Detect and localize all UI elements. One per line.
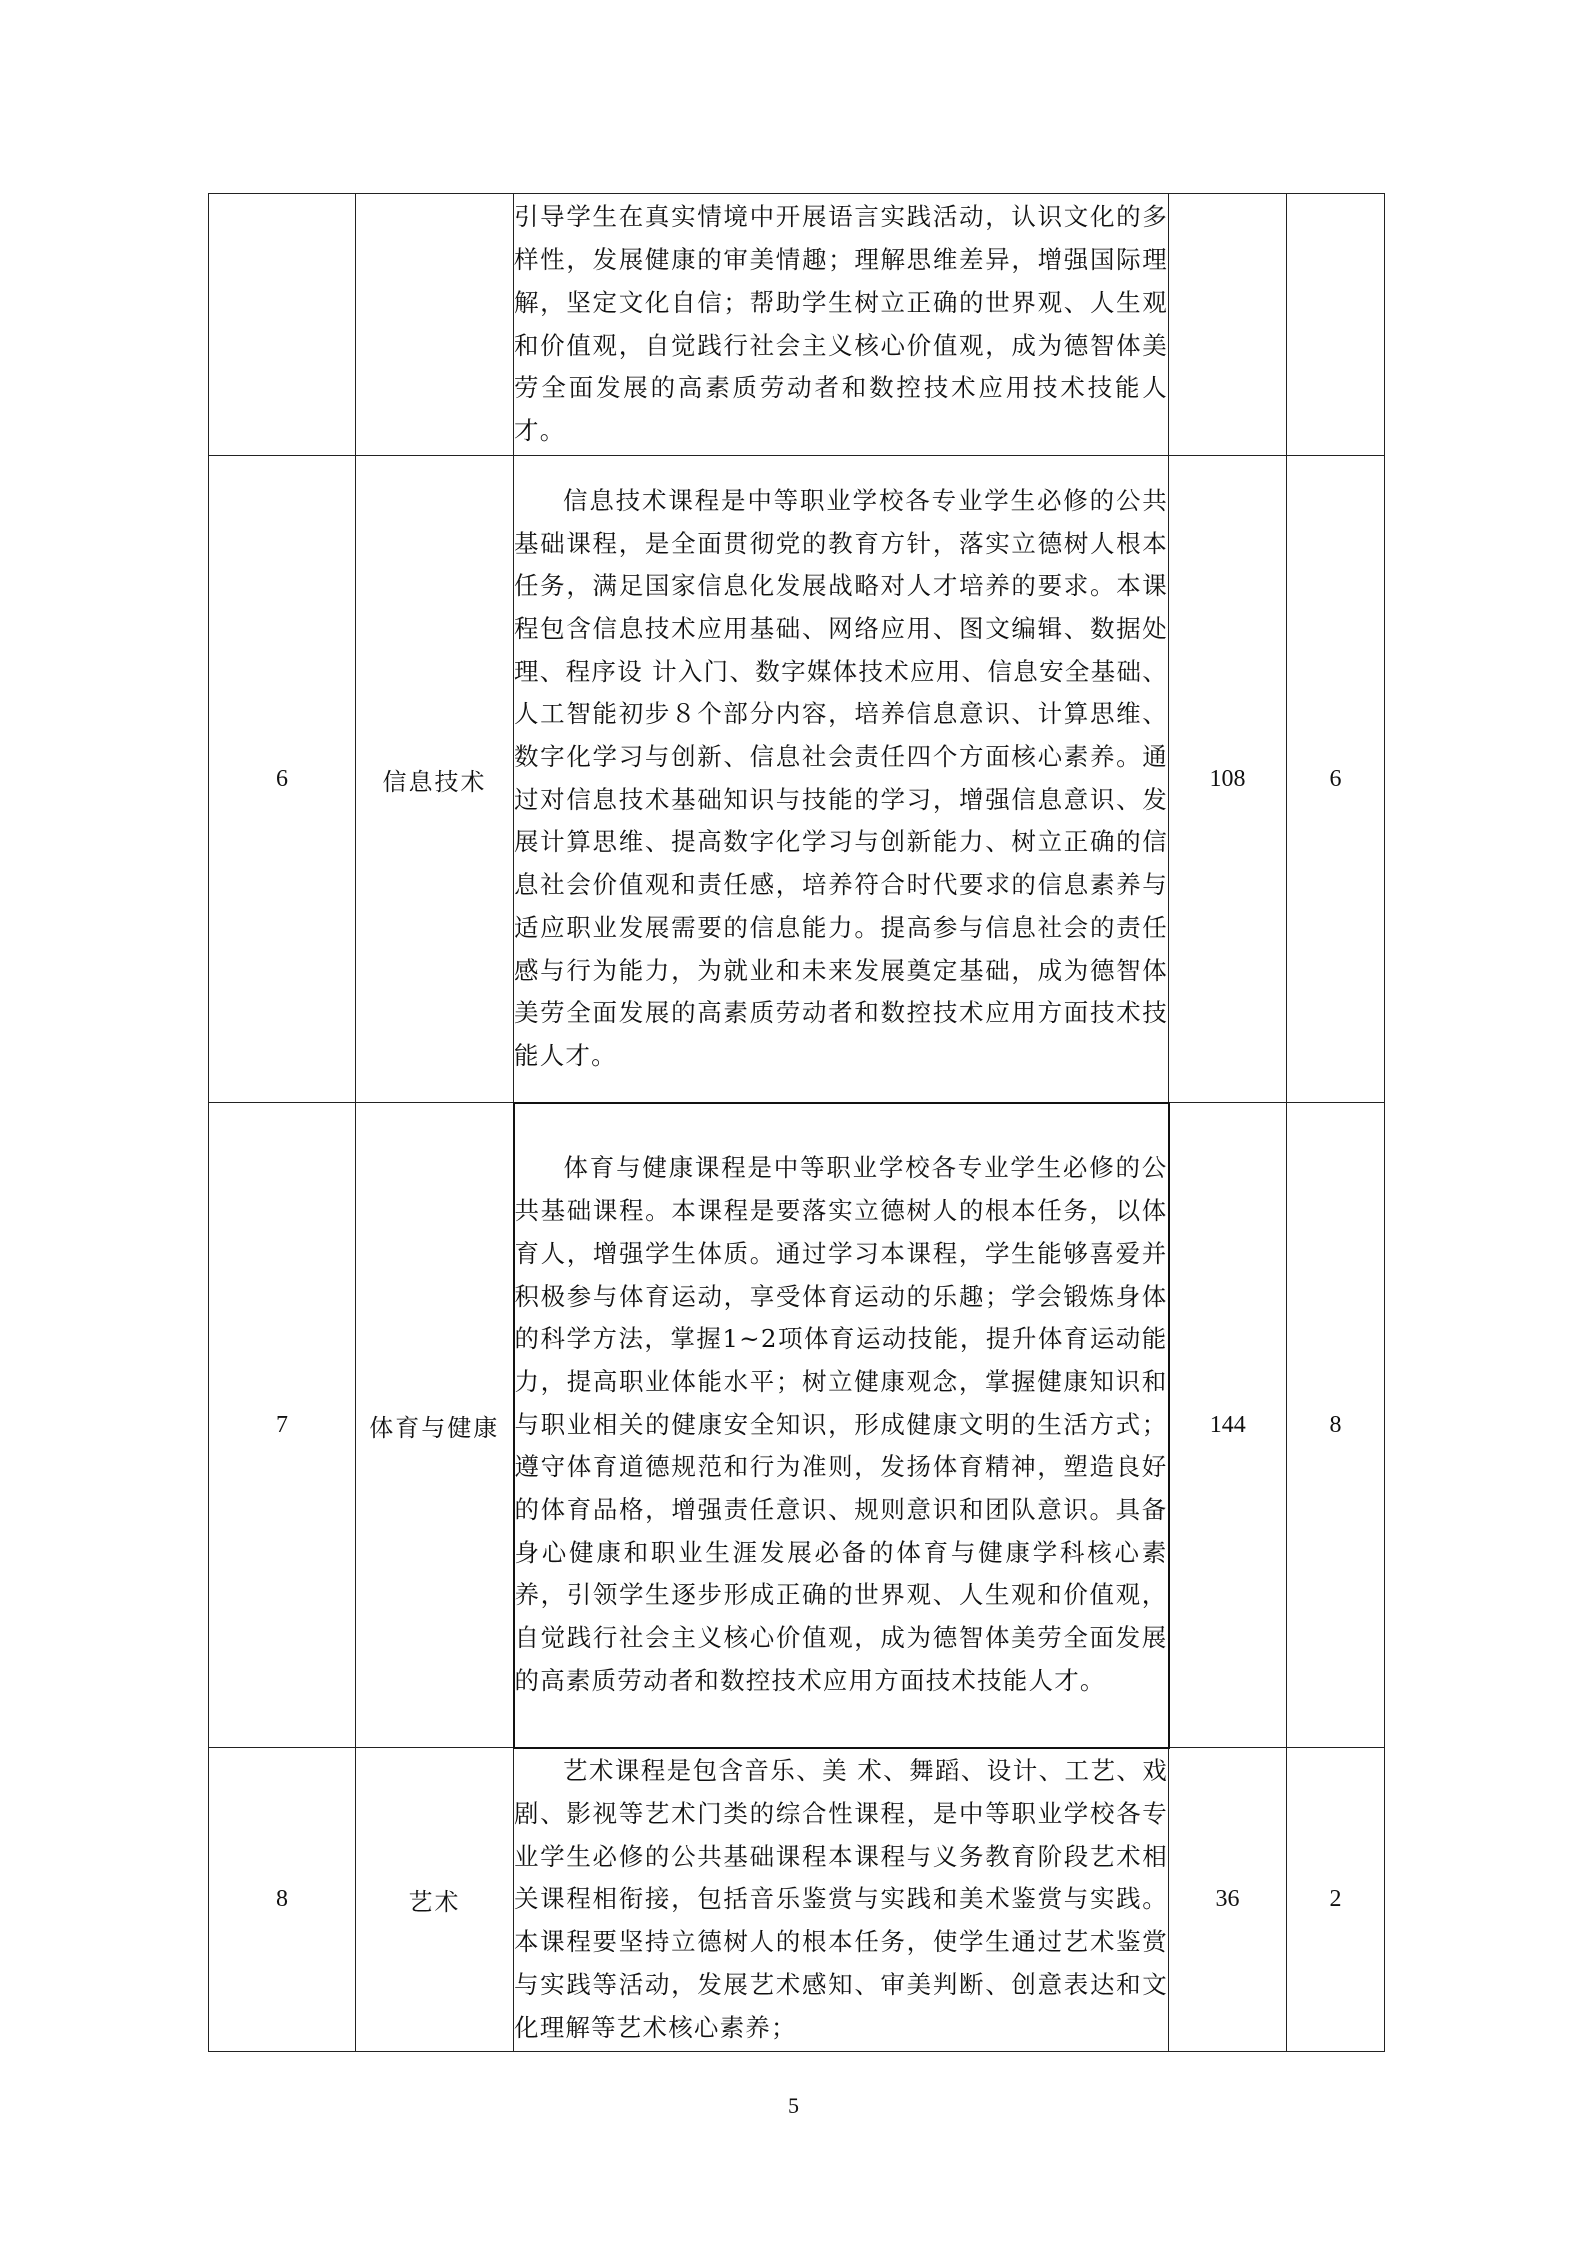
course-name: 艺术 [356,1748,514,2052]
course-credits: 8 [1287,1103,1385,1748]
page-number: 5 [788,2093,799,2118]
course-credits [1287,194,1385,456]
course-name: 信息技术 [356,456,514,1103]
course-description: 体育与健康课程是中等职业学校各专业学生必修的公共基础课程。本课程是要落实立德树人的根本任务，以体育人，增强学生体质。通过学习本课程，学生能够喜爱并积极参与体育运动，享受体育运动的乐趣；学会锻炼身体的科学方法，掌握1~2项体育运动技能，提升体育运动能力，提高职业体能水平；树立健康观念，掌握健康知识和与职业相关的健康安全知识，形成健康文明的生活方式；遵守体育道德规范和行为准则，发扬体育精神，塑造良好的体育品格，增强责任意识、规则意识和团队意识。具备身心健康和职业生涯发展必备的体育与健康学科核心素养，引领学生逐步形成正确的世界观、人生观和价值观，自觉践行社会主义核心价值观，成为德智体美劳全面发展的高素质劳动者和数控技术应用方面技术技能人才。 [514,1103,1169,1748]
course-description: 艺术课程是包含音乐、美 术、舞蹈、设计、工艺、戏剧、影视等艺术门类的综合性课程，是中等职业学校各专业学生必修的公共基础课程本课程与义务教育阶段艺术相关课程相衔接，包括音乐鉴赏与实践和美术鉴赏与实践。本课程要坚持立德树人的根本任务，使学生通过艺术鉴赏与实践等活动，发展艺术感知、审美判断、创意表达和文化理解等艺术核心素养； [514,1748,1169,2052]
course-number: 7 [209,1103,356,1748]
table-row [209,194,1385,456]
course-table [208,193,1385,2052]
course-number [209,194,356,456]
course-number: 6 [209,456,356,1103]
course-description: 引导学生在真实情境中开展语言实践活动，认识文化的多样性，发展健康的审美情趣；理解思维差异，增强国际理解，坚定文化自信；帮助学生树立正确的世界观、人生观和价值观，自觉践行社会主义核心价值观，成为德智体美劳全面发展的高素质劳动者和数控技术应用技术技能人才。 [514,194,1169,456]
course-name [356,194,514,456]
course-hours: 36 [1169,1748,1287,2052]
course-hours: 108 [1169,456,1287,1103]
course-hours [1169,194,1287,456]
course-credits: 6 [1287,456,1385,1103]
table-row [209,456,1385,1103]
course-number: 8 [209,1748,356,2052]
course-credits: 2 [1287,1748,1385,2052]
table-row [209,1103,1385,1748]
course-name: 体育与健康 [356,1103,514,1748]
course-hours: 144 [1169,1103,1287,1748]
table-row [209,1748,1385,2052]
course-description: 信息技术课程是中等职业学校各专业学生必修的公共基础课程，是全面贯彻党的教育方针，落实立德树人根本任务，满足国家信息化发展战略对人才培养的要求。本课程包含信息技术应用基础、网络应用、图文编辑、数据处理、程序设 计入门、数字媒体技术应用、信息安全基础、人工智能初步８个部分内容，培养信息意识、计算思维、数字化学习与创新、信息社会责任四个方面核心素养。通过对信息技术基础知识与技能的学习，增强信息意识、发展计算思维、提高数字化学习与创新能力、树立正确的信息社会价值观和责任感，培养符合时代要求的信息素养与适应职业发展需要的信息能力。提高参与信息社会的责任感与行为能力，为就业和未来发展奠定基础，成为德智体美劳全面发展的高素质劳动者和数控技术应用方面技术技能人才。 [514,456,1169,1103]
